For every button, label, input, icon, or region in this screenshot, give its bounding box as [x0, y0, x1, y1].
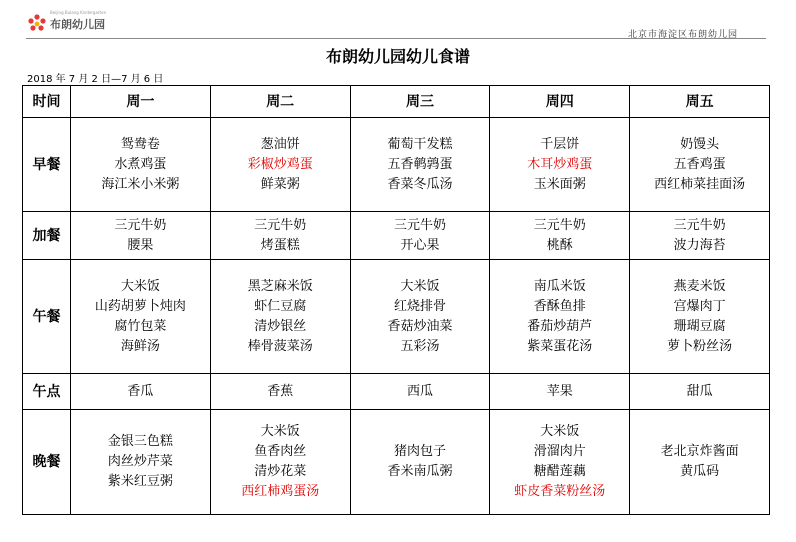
- dish-item: 五彩汤: [400, 338, 440, 354]
- dish-item: 三元牛奶: [533, 217, 586, 233]
- menu-cell: [210, 374, 350, 410]
- dish-item: 猪肉包子: [393, 444, 446, 459]
- dish-item: 香菇炒油菜: [387, 318, 453, 334]
- menu-table: [22, 85, 770, 515]
- dish-item: 鸳鸯卷: [120, 136, 160, 152]
- dish-item: 南瓜米饭: [533, 278, 586, 294]
- dish-item: 虾仁豆腐: [254, 298, 307, 314]
- menu-cell: [210, 410, 350, 515]
- dish-item: 甜瓜: [686, 383, 713, 399]
- menu-cell: [490, 410, 630, 515]
- dish-item: 糖醋莲藕: [533, 464, 586, 479]
- meal-label: 午点: [23, 374, 71, 410]
- dish-item: 三元牛奶: [393, 217, 446, 233]
- menu-cell: [210, 260, 350, 374]
- dish-item: 彩椒炒鸡蛋: [247, 156, 313, 172]
- dish-item: 黄瓜码: [680, 464, 720, 479]
- dish-item: 鲜菜粥: [260, 176, 300, 192]
- dish-item: 香菜冬瓜汤: [387, 176, 453, 192]
- dish-item: 清炒花菜: [254, 464, 307, 479]
- dish-item: 虾皮香菜粉丝汤: [514, 484, 606, 499]
- dish-item: 燕麦米饭: [673, 278, 726, 294]
- flower-logo-icon: [26, 13, 48, 35]
- school-address: 北京市海淀区布朗幼儿园: [627, 30, 738, 40]
- dish-item: 木耳炒鸡蛋: [527, 156, 593, 172]
- corner-header: 时间: [23, 86, 71, 118]
- header-divider: [26, 38, 766, 39]
- logo-text: 布朗幼儿园: [50, 17, 105, 31]
- dish-item: 玉米面粥: [533, 176, 586, 192]
- page-title: 布朗幼儿园幼儿食谱: [325, 47, 470, 66]
- dish-item: 香米南瓜粥: [387, 464, 453, 479]
- dish-item: 葡萄干发糕: [387, 136, 453, 152]
- logo: [26, 12, 105, 36]
- menu-cell: [71, 212, 211, 260]
- date-range: 2018 年 7 月 2 日—7 月 6 日: [27, 74, 164, 85]
- dish-item: 肉丝炒芹菜: [107, 454, 173, 469]
- meal-label: 晚餐: [23, 410, 71, 515]
- dish-item: 黑芝麻米饭: [247, 278, 313, 294]
- dish-item: 棒骨菠菜汤: [247, 338, 313, 354]
- day-header: 周四: [490, 86, 630, 118]
- menu-cell: [350, 212, 490, 260]
- dish-item: 萝卜粉丝汤: [667, 338, 733, 354]
- menu-cell: [490, 260, 630, 374]
- dish-item: 山药胡萝卜炖肉: [94, 298, 186, 314]
- day-header: 周一: [71, 86, 211, 118]
- dish-item: 大米饭: [120, 278, 160, 294]
- dish-item: 大米饭: [260, 424, 300, 439]
- day-header: 周二: [210, 86, 350, 118]
- meal-row: [23, 410, 770, 515]
- menu-cell: [490, 118, 630, 212]
- dish-item: 波力海苔: [673, 237, 726, 253]
- dish-item: 大米饭: [400, 278, 440, 294]
- meal-row: [23, 212, 770, 260]
- dish-item: 西红柿菜挂面汤: [654, 176, 746, 192]
- dish-item: 三元牛奶: [114, 217, 167, 233]
- dish-item: 宫爆肉丁: [673, 298, 726, 314]
- dish-item: 腰果: [127, 237, 154, 253]
- meal-label: 午餐: [23, 260, 71, 374]
- dish-item: 清炒银丝: [254, 318, 307, 334]
- logo-subtitle: Beijing Bulang Kindergarten: [50, 10, 107, 15]
- dish-item: 苹果: [546, 383, 573, 399]
- dish-item: 番茄炒葫芦: [527, 318, 593, 334]
- dish-item: 五香鹌鹑蛋: [387, 156, 453, 172]
- menu-cell: [71, 410, 211, 515]
- dish-item: 三元牛奶: [254, 217, 307, 233]
- dish-item: 五香鸡蛋: [673, 156, 726, 172]
- header-row: [23, 86, 770, 118]
- menu-cell: [350, 410, 490, 515]
- menu-cell: [630, 212, 770, 260]
- dish-item: 海江米小米粥: [101, 176, 180, 192]
- dish-item: 鱼香肉丝: [254, 444, 307, 459]
- meal-row: [23, 374, 770, 410]
- dish-item: 滑溜肉片: [533, 444, 586, 459]
- menu-cell: [490, 212, 630, 260]
- dish-item: 老北京炸酱面: [660, 444, 739, 459]
- dish-item: 烤蛋糕: [260, 237, 300, 253]
- dish-item: 紫米红豆粥: [107, 474, 173, 489]
- menu-cell: [630, 118, 770, 212]
- dish-item: 海鲜汤: [120, 338, 160, 354]
- meal-label: 加餐: [23, 212, 71, 260]
- dish-item: 西瓜: [406, 383, 433, 399]
- dish-item: 腐竹包菜: [114, 318, 167, 334]
- dish-item: 水煮鸡蛋: [114, 156, 167, 172]
- dish-item: 香酥鱼排: [533, 298, 586, 314]
- meal-label: 早餐: [23, 118, 71, 212]
- menu-cell: [350, 260, 490, 374]
- dish-item: 开心果: [400, 237, 440, 253]
- dish-item: 西红柿鸡蛋汤: [241, 484, 320, 499]
- dish-item: 香瓜: [127, 383, 154, 399]
- dish-item: 大米饭: [540, 424, 580, 439]
- meal-row: [23, 260, 770, 374]
- menu-cell: [210, 212, 350, 260]
- menu-cell: [350, 118, 490, 212]
- menu-cell: [71, 374, 211, 410]
- day-header: 周五: [630, 86, 770, 118]
- meal-row: [23, 118, 770, 212]
- dish-item: 珊瑚豆腐: [673, 318, 726, 334]
- dish-item: 红烧排骨: [393, 298, 446, 314]
- menu-cell: [350, 374, 490, 410]
- menu-cell: [630, 260, 770, 374]
- dish-item: 桃酥: [546, 237, 573, 253]
- menu-cell: [630, 410, 770, 515]
- day-header: 周三: [350, 86, 490, 118]
- dish-item: 金银三色糕: [107, 434, 173, 449]
- dish-item: 香蕉: [267, 383, 294, 399]
- dish-item: 葱油饼: [260, 136, 300, 152]
- menu-cell: [71, 118, 211, 212]
- menu-cell: [490, 374, 630, 410]
- menu-cell: [210, 118, 350, 212]
- dish-item: 紫菜蛋花汤: [527, 338, 593, 354]
- menu-cell: [630, 374, 770, 410]
- dish-item: 千层饼: [540, 136, 580, 152]
- dish-item: 三元牛奶: [673, 217, 726, 233]
- dish-item: 奶馒头: [680, 136, 720, 152]
- menu-cell: [71, 260, 211, 374]
